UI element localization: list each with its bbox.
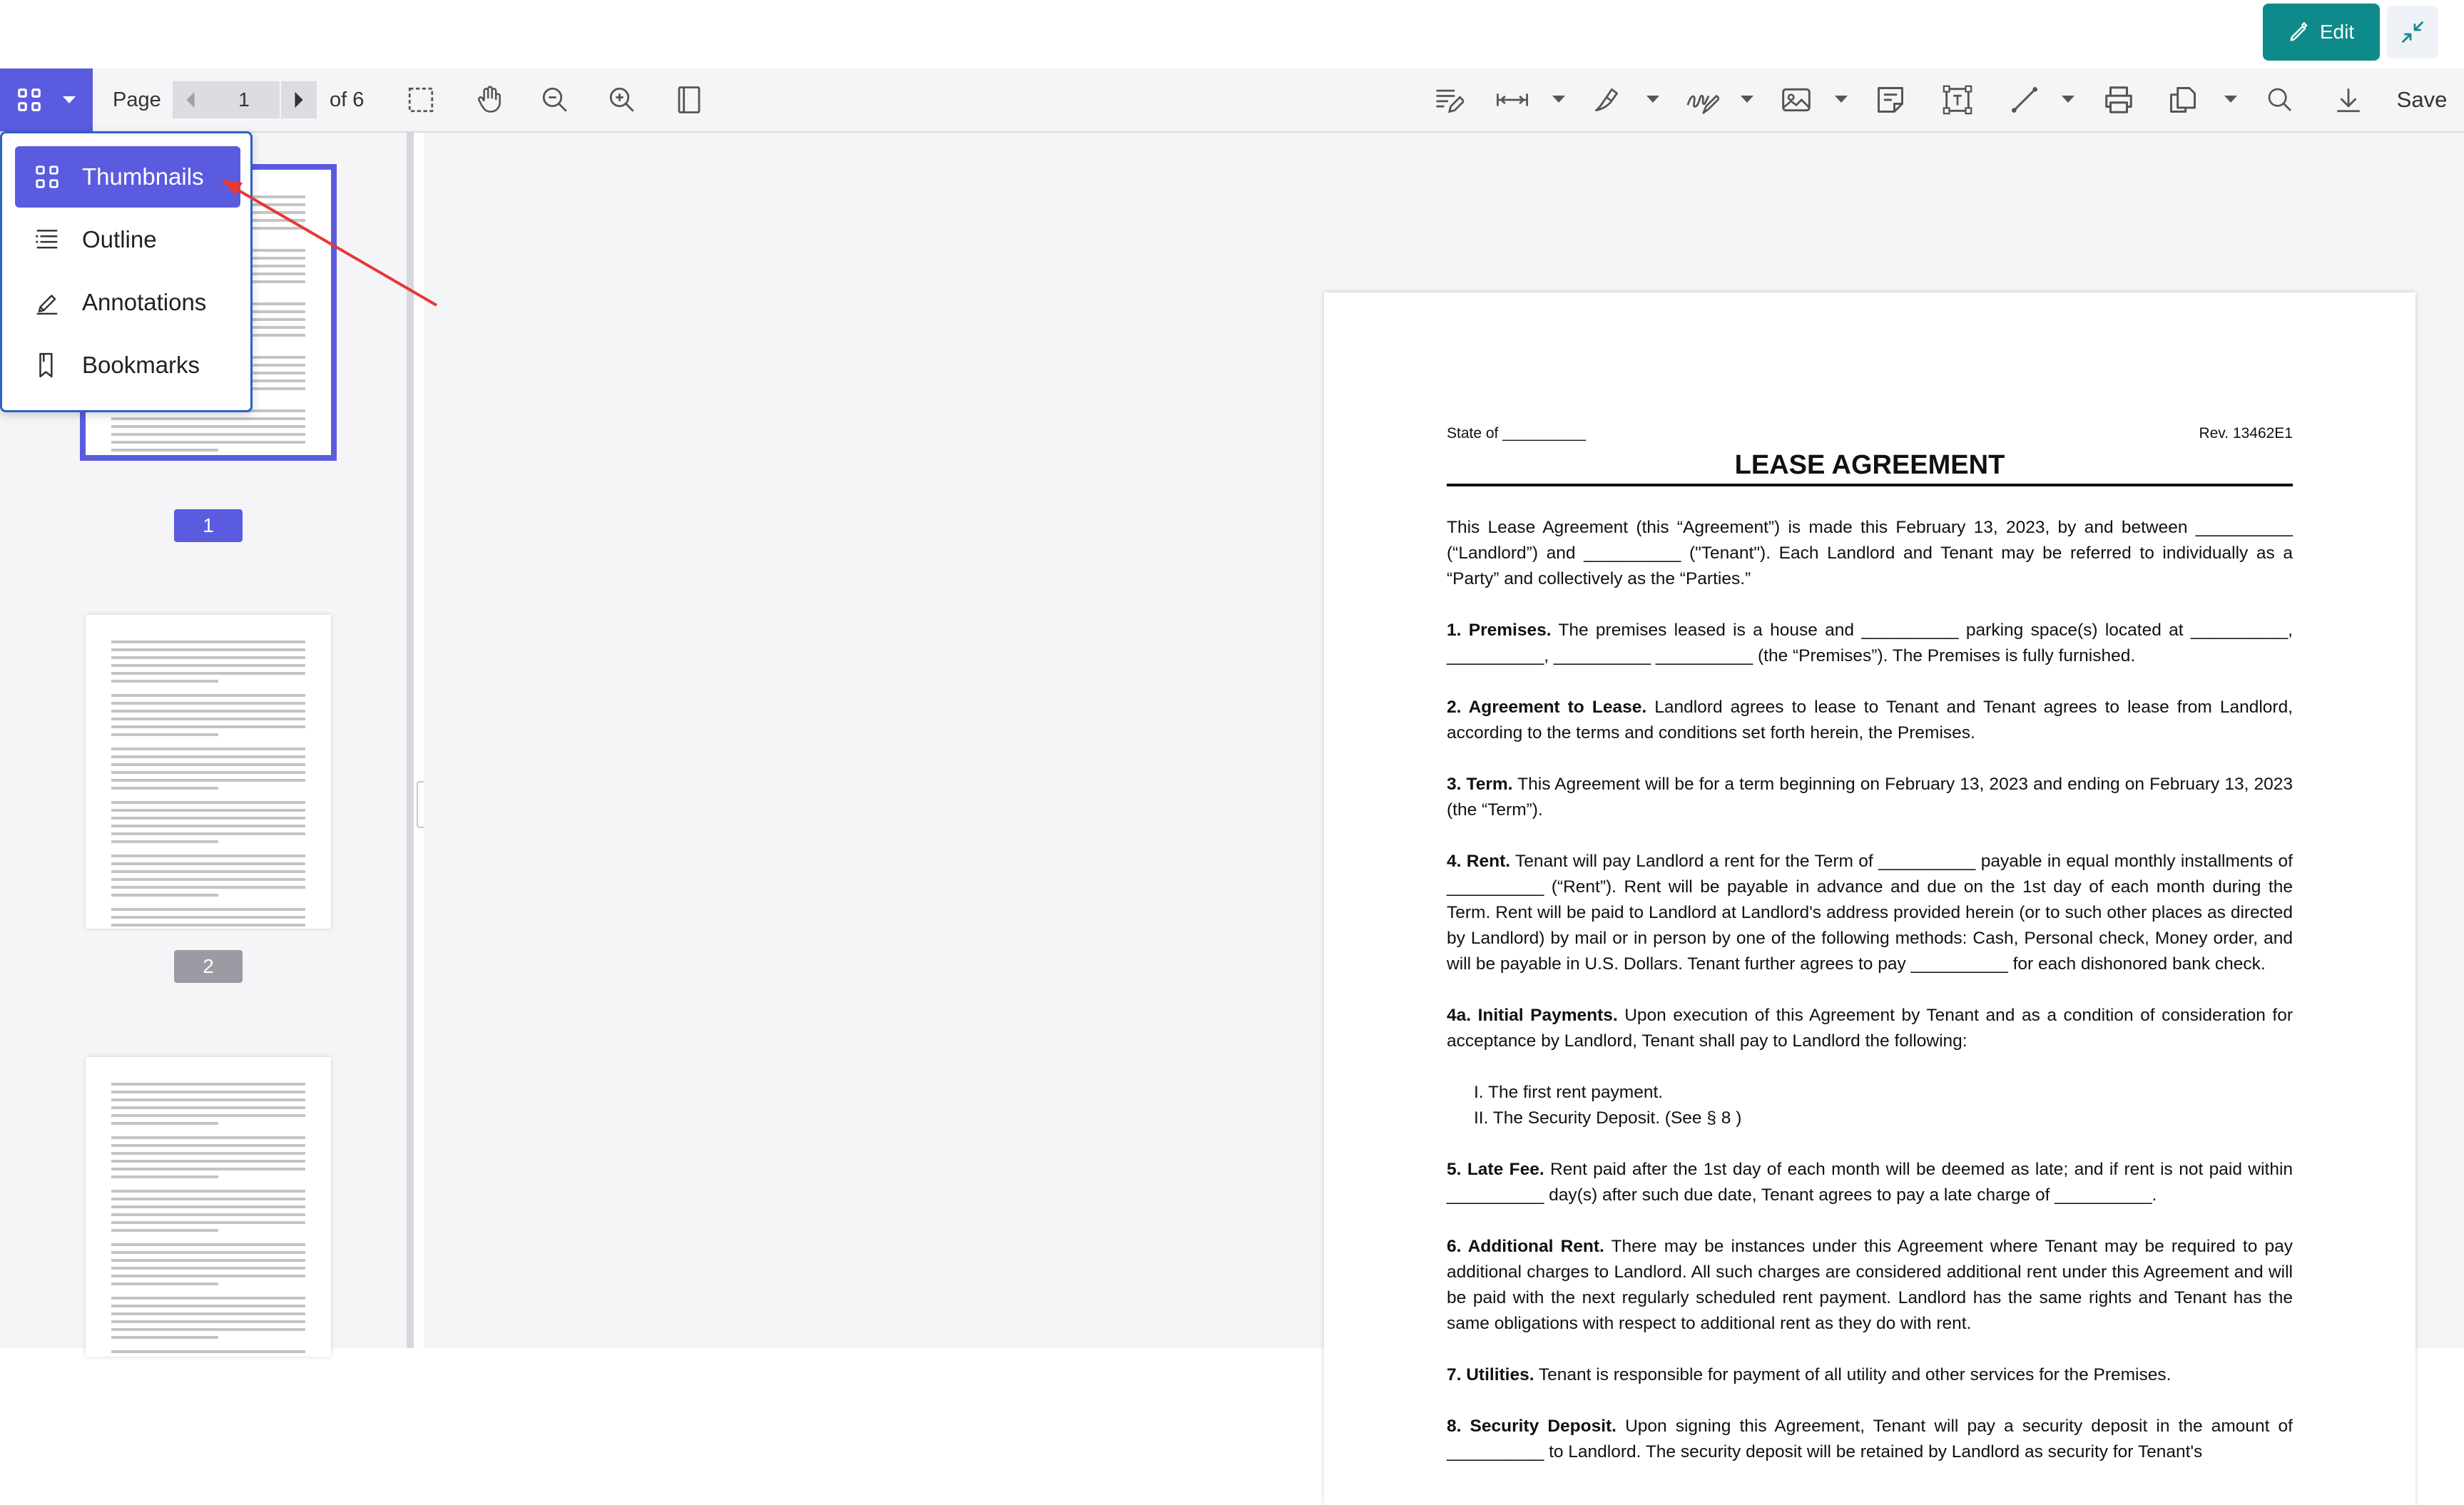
thumbnail-text-line	[111, 1328, 305, 1331]
thumbnail-text-line	[111, 748, 305, 750]
thumbnail-text-line	[111, 1275, 305, 1277]
thumbnail-text-line	[111, 664, 305, 667]
thumbnail-text-line	[111, 1251, 305, 1254]
initial-payments-list	[1447, 1080, 2293, 1131]
section-heading: 7. Utilities.	[1447, 1365, 1534, 1384]
thumbnail-text-line	[111, 1106, 305, 1109]
thumbnail-text-line	[111, 1152, 305, 1155]
select-area-icon[interactable]	[404, 83, 438, 117]
thumbnail-text-line	[111, 1305, 305, 1307]
outline-list-icon	[34, 226, 61, 253]
grid-icon	[34, 163, 61, 190]
thumbnail-text-line	[111, 1259, 305, 1262]
bookmark-icon	[34, 352, 61, 379]
menu-item-label: Bookmarks	[82, 352, 200, 378]
thumbnail-text-line	[111, 648, 305, 651]
section-text: Upon signing this Agreement, Tenant will pay a security deposit in the amount of __________ to Landlord. The security deposit will be retained by Landlord as security for Tenant's	[1447, 1417, 2293, 1461]
section-text: Tenant is responsible for payment of all utility and other services for the Premises.	[1534, 1365, 2172, 1384]
prev-page-button[interactable]	[173, 81, 208, 118]
copy-dropdown-caret[interactable]	[2224, 96, 2237, 103]
thumbnail-text-line	[111, 1213, 305, 1216]
thumbnail-text-line	[111, 862, 305, 865]
thumbnail-text-line	[111, 908, 305, 911]
thumbnail-text-line	[111, 787, 218, 790]
thumbnail-text-line	[111, 449, 218, 452]
thumbnail-text-line	[111, 1282, 218, 1285]
thumbnail-text-line	[111, 801, 305, 804]
document-title: LEASE AGREEMENT	[1447, 448, 2293, 486]
section-text: Upon execution of this Agreement by Tenant and as a condition of consideration for acceptance by Landlord, Tenant shall pay to Landlord the following:	[1447, 1006, 2293, 1051]
top-bar	[0, 0, 2464, 58]
thumbnail-text-line	[111, 425, 305, 428]
section-text: Tenant will pay Landlord a rent for the Term of __________ payable in equal monthly installments of __________ (“Rent”). Rent will be payable in advance and due on the 1st day of each month during the Term. Rent will be paid to Landlord at Landlord's address provided herein (or to such other places as directed by Landlord) by mail or in person by one of the following methods: Cash, Personal check, Money order, and will be payable in U.S. Dollars. Tenant further agrees to pay __________ for each dishonored bank check.	[1447, 852, 2293, 974]
thumbnail-text-line	[111, 1336, 218, 1339]
image-icon[interactable]	[1779, 83, 1813, 117]
thumbnail-page-3[interactable]	[86, 1057, 331, 1357]
thumbnail-text-line	[111, 817, 305, 820]
thumbnail-text-line	[111, 702, 305, 705]
menu-item-annotations[interactable]	[15, 272, 240, 333]
document-viewer	[424, 133, 2464, 1461]
thumbnail-text-line	[111, 710, 305, 713]
thumbnail-text-line	[111, 1198, 305, 1200]
shape-dropdown-caret[interactable]	[2062, 96, 2074, 103]
thumbnail-text-line	[111, 755, 305, 758]
chevron-left-icon	[183, 91, 198, 109]
menu-item-label: Annotations	[82, 289, 207, 315]
thumbnail-text-line	[111, 809, 305, 812]
menu-item-label: Outline	[82, 226, 157, 252]
document-content	[1447, 421, 2293, 1465]
page-label: Page	[113, 88, 161, 111]
document-page	[1324, 292, 2415, 1505]
thumbnail-text-line	[111, 733, 218, 736]
thumbnail-text-line	[111, 1229, 218, 1232]
thumbnail-page-number: 2	[174, 950, 243, 983]
section-paragraph	[1447, 1362, 2293, 1388]
thumbnail-text-line	[111, 771, 305, 774]
zoom-out-icon[interactable]	[538, 83, 572, 117]
thumbnail-text-line	[111, 1190, 305, 1193]
image-dropdown-caret[interactable]	[1835, 96, 1848, 103]
signature-dropdown-caret[interactable]	[1741, 96, 1753, 103]
section-heading: 2. Agreement to Lease.	[1447, 698, 1647, 717]
thumbnail-text-line	[111, 1114, 305, 1117]
section-paragraph	[1447, 695, 2293, 746]
thumbnail-text-line	[111, 1297, 305, 1300]
thumbnail-text-line	[111, 886, 305, 889]
thumbnail-text-line	[111, 718, 305, 720]
thumbnail-text-line	[111, 694, 305, 697]
thumbnail-text-line	[111, 672, 305, 675]
thumbnail-text-line	[111, 1205, 305, 1208]
panel-menu	[0, 131, 253, 412]
section-paragraph	[1447, 618, 2293, 669]
thumbnail-text-line	[111, 894, 218, 897]
thumbnail-text-line	[111, 832, 305, 835]
thumbnail-text-line	[111, 1144, 305, 1147]
thumbnail-text-line	[111, 680, 218, 683]
panel-toggle-button[interactable]	[0, 68, 93, 131]
section-text: Rent paid after the 1st day of each month will be deemed as late; and if rent is not paid within __________ day(s) after such due date, Tenant agrees to pay a late charge of __________.	[1447, 1160, 2294, 1205]
thumbnail-text-line	[111, 1083, 305, 1086]
thumbnail-text-line	[111, 1312, 305, 1315]
section-paragraph	[1447, 1234, 2293, 1337]
collapse-arrows-icon	[2400, 19, 2425, 45]
download-icon[interactable]	[2331, 83, 2366, 117]
section-text: The premises leased is a house and __________ parking space(s) located at __________, __________, __________ __________ (the “Premises”). The Premises is fully furnished.	[1447, 621, 2293, 665]
section-paragraph	[1447, 1157, 2293, 1208]
section-heading: 4a. Initial Payments.	[1447, 1006, 1618, 1025]
page-number-input[interactable]	[208, 81, 280, 118]
thumbnail-text-line	[111, 1168, 305, 1170]
freehand-draw-icon[interactable]	[1589, 83, 1624, 117]
collapse-button[interactable]	[2387, 6, 2438, 58]
thumbnail-text-line	[111, 1091, 305, 1093]
edit-label: Edit	[2319, 21, 2355, 43]
zoom-in-icon[interactable]	[605, 83, 639, 117]
thumbnail-text-line	[111, 1160, 305, 1163]
thumbnail-text-line	[111, 725, 305, 728]
thumbnail-text-line	[111, 878, 305, 881]
list-item: II. The Security Deposit. (See § 8 )	[1474, 1108, 1742, 1128]
thumbnail-text-line	[111, 417, 305, 420]
menu-item-label: Thumbnails	[82, 163, 204, 190]
pencil-icon	[2289, 21, 2310, 43]
draw-dropdown-caret[interactable]	[1646, 96, 1659, 103]
state-of-field: State of __________	[1447, 425, 1587, 442]
section-text: This Agreement will be for a term beginning on February 13, 2023 and ending on February 13, 2023 (the “Term”).	[1447, 775, 2294, 820]
thumbnail-text-line	[111, 641, 305, 643]
measure-dropdown-caret[interactable]	[1552, 96, 1565, 103]
thumbnail-text-line	[111, 854, 305, 857]
search-icon[interactable]	[2263, 83, 2297, 117]
thumbnail-text-line	[111, 441, 305, 444]
chevron-down-icon	[63, 96, 76, 103]
thumbnail-text-line	[111, 1098, 305, 1101]
section-paragraph	[1447, 1003, 2293, 1054]
intro-paragraph: This Lease Agreement (this “Agreement”) is made this February 13, 2023, by and between __________ (“Landlord”) and __________ ("Tenant"). Each Landlord and Tenant may be referred to individually as a “Party” and collectively as the “Parties.”	[1447, 518, 2293, 588]
thumbnail-text-line	[111, 870, 305, 873]
section-paragraph	[1447, 772, 2293, 823]
section-heading: 3. Term.	[1447, 775, 1513, 794]
section-heading: 8. Security Deposit.	[1447, 1417, 1617, 1436]
section-paragraph	[1447, 849, 2293, 977]
thumbnail-text-line	[111, 1350, 305, 1353]
save-button[interactable]: Save	[2396, 87, 2448, 112]
pan-hand-icon[interactable]	[472, 83, 506, 117]
edit-button[interactable]	[2263, 4, 2380, 61]
section-text: There may be instances under this Agreement where Tenant may be required to pay additional charges to Landlord. All such charges are considered additional rent under this Agreement and will be paid with the next regularly scheduled rent payment. Landlord has the same rights and Tenant has the same obligations with respect to additional rent as they do with rent.	[1447, 1237, 2293, 1333]
chevron-right-icon	[292, 91, 306, 109]
menu-item-bookmarks[interactable]	[15, 335, 240, 396]
section-text: Landlord agrees to lease to Tenant and Tenant agrees to lease from Landlord, according to the terms and conditions set forth herein, the Premises.	[1447, 698, 2294, 743]
section-heading: 5. Late Fee.	[1447, 1160, 1544, 1179]
section-heading: 6. Additional Rent.	[1447, 1237, 1604, 1256]
thumbnail-text-line	[111, 825, 305, 827]
thumbnail-text-line	[111, 916, 305, 919]
menu-item-outline[interactable]	[15, 209, 240, 270]
copy-icon[interactable]	[2166, 83, 2200, 117]
thumbnail-text-line	[111, 763, 305, 766]
thumbnail-text-line	[111, 433, 305, 436]
print-icon[interactable]	[2102, 83, 2136, 117]
measure-icon[interactable]	[1495, 83, 1529, 117]
toolbar	[0, 68, 2464, 133]
pen-annotation-icon	[34, 289, 61, 316]
section-heading: 4. Rent.	[1447, 852, 1511, 871]
signature-icon[interactable]	[1685, 83, 1719, 117]
menu-item-thumbnails[interactable]	[15, 146, 240, 208]
next-page-button[interactable]	[281, 81, 317, 118]
thumbnail-text-line	[111, 656, 305, 659]
panel-grid-icon	[16, 86, 43, 113]
thumbnail-text-line	[111, 1267, 305, 1270]
text-markup-icon[interactable]	[1431, 83, 1465, 117]
thumbnail-text-line	[111, 1175, 218, 1178]
free-text-icon[interactable]	[1940, 83, 1975, 117]
thumbnail-page-2[interactable]	[86, 615, 331, 929]
page-total: of 6	[330, 88, 365, 111]
sticky-note-icon[interactable]	[1873, 83, 1908, 117]
thumbnail-text-line	[111, 1136, 305, 1139]
thumbnail-text-line	[111, 1122, 218, 1125]
thumbnail-page-number: 1	[174, 509, 243, 542]
list-item: I. The first rent payment.	[1474, 1083, 1664, 1102]
thumbnail-text-line	[111, 1320, 305, 1323]
page-fit-icon[interactable]	[672, 83, 706, 117]
section-heading: 1. Premises.	[1447, 621, 1552, 640]
line-shape-icon[interactable]	[2007, 83, 2042, 117]
thumbnail-text-line	[111, 779, 305, 782]
section-paragraph	[1447, 1414, 2293, 1465]
thumbnail-text-line	[111, 1221, 305, 1224]
thumbnail-text-line	[111, 1243, 305, 1246]
thumbnail-text-line	[111, 924, 305, 927]
revision-number: Rev. 13462E1	[2199, 425, 2293, 442]
thumbnail-text-line	[111, 840, 218, 843]
